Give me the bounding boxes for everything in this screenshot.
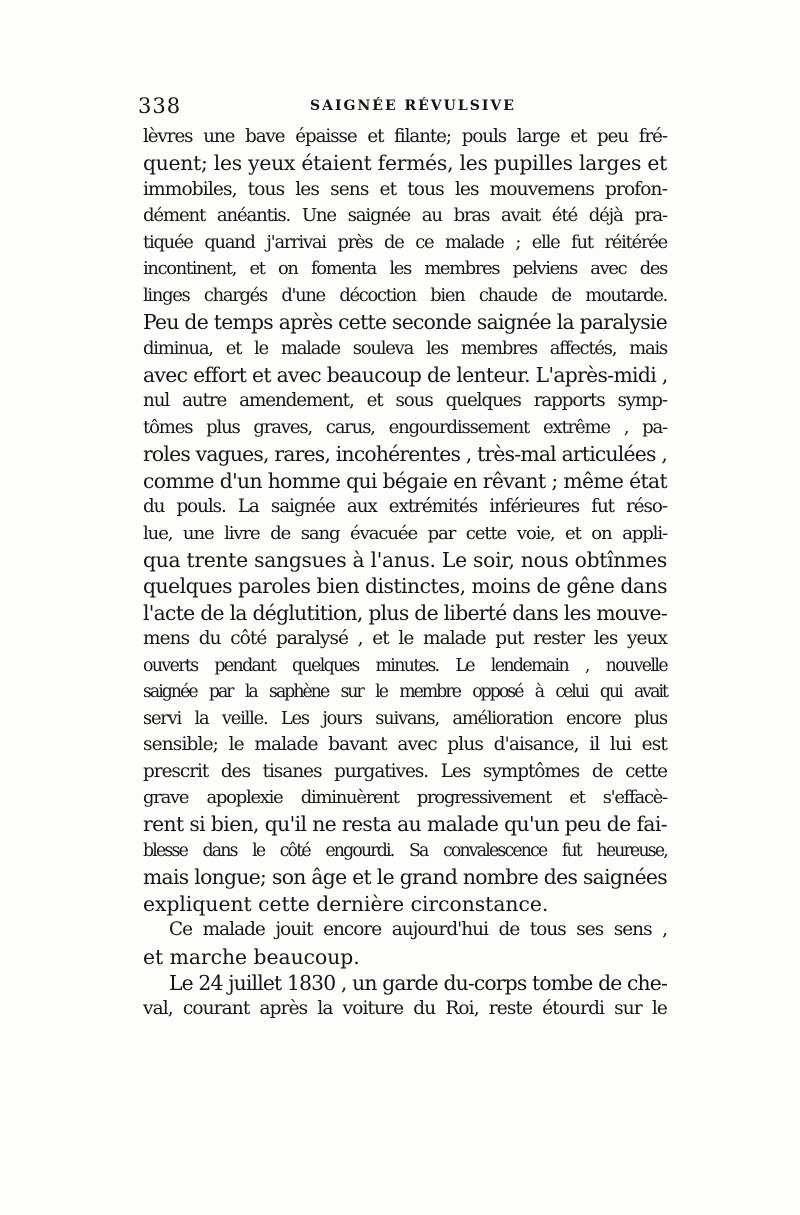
- text-line: Le 24 juillet 1830 , un garde du-corps tombe de che-: [169, 971, 667, 995]
- text-line: Ce malade jouit encore aujourd'hui de tous ses sens ,: [169, 919, 667, 941]
- text-line: blesse dans le côté engourdi. Sa convalescence fut heureuse,: [143, 840, 667, 861]
- text-line: val, courant après la voiture du Roi, reste étourdi sur le: [143, 998, 667, 1020]
- text-line: lèvres une bave épaisse et filante; pouls large et peu fré-: [143, 126, 667, 147]
- text-line: ouverts pendant quelques minutes. Le lendemain , nouvelle: [143, 655, 667, 676]
- text-line: nul autre amendement, et sous quelques rapports symp-: [143, 390, 667, 412]
- text-line: linges chargés d'une décoction bien chaude de moutarde.: [143, 284, 667, 306]
- text-line: l'acte de la déglutition, plus de liberté dans les mouve-: [143, 600, 667, 625]
- text-line: dément anéantis. Une saignée au bras avait été déjà pra-: [143, 205, 667, 227]
- text-line: rent si bien, qu'il ne resta au malade qu'un peu de fai-: [143, 812, 667, 837]
- text-line: Peu de temps après cette seconde saignée la paralysie: [143, 310, 667, 335]
- text-line: diminua, et le malade souleva les membres affectés, mais: [143, 337, 667, 359]
- text-line: prescrit des tisanes purgatives. Les symptômes de cette: [143, 760, 667, 782]
- text-line: roles vagues, rares, incohérentes , très-mal articulées ,: [143, 442, 667, 467]
- text-line: grave apoplexie diminuèrent progressivement et s'effacè-: [143, 786, 667, 808]
- text-line: expliquent cette dernière circonstance.: [143, 891, 549, 916]
- text-line: du pouls. La saignée aux extrémités inférieures fut réso-: [143, 496, 667, 518]
- page-header: [138, 94, 668, 124]
- text-line: comme d'un homme qui bégaie en rêvant ; même état: [143, 468, 667, 493]
- text-line: et marche beaucoup.: [143, 944, 360, 969]
- text-line: lue, une livre de sang évacuée par cette voie, et on appli-: [143, 522, 667, 544]
- page-number: 338: [138, 94, 182, 118]
- text-line: tiquée quand j'arrivai près de ce malade ; elle fut réitérée: [143, 231, 667, 253]
- text-line: saignée par la saphène sur le membre opposé à celui qui avait: [143, 682, 667, 703]
- text-line: incontinent, et on fomenta les membres pelviens avec des: [143, 258, 667, 280]
- text-line: quent; les yeux étaient fermés, les pupilles larges et: [143, 151, 667, 176]
- text-line: quelques paroles bien distinctes, moins de gêne dans: [143, 574, 667, 599]
- text-line: mais longue; son âge et le grand nombre des saignées: [143, 865, 667, 890]
- text-line: tômes plus graves, carus, engourdissement extrême , pa-: [143, 416, 667, 438]
- text-line: qua trente sangsues à l'anus. Le soir, nous obtînmes: [143, 548, 667, 572]
- text-line: immobiles, tous les sens et tous les mouvemens profon-: [143, 178, 667, 200]
- running-title: SAIGNÉE RÉVULSIVE: [310, 98, 516, 114]
- text-line: servi la veille. Les jours suivans, amélioration encore plus: [143, 707, 667, 729]
- body-text: [143, 124, 667, 1023]
- text-line: sensible; le malade bavant avec plus d'aisance, il lui est: [143, 734, 667, 756]
- text-line: mens du côté paralysé , et le malade put rester les yeux: [143, 628, 667, 650]
- text-line: avec effort et avec beaucoup de lenteur. L'après-midi ,: [143, 362, 668, 387]
